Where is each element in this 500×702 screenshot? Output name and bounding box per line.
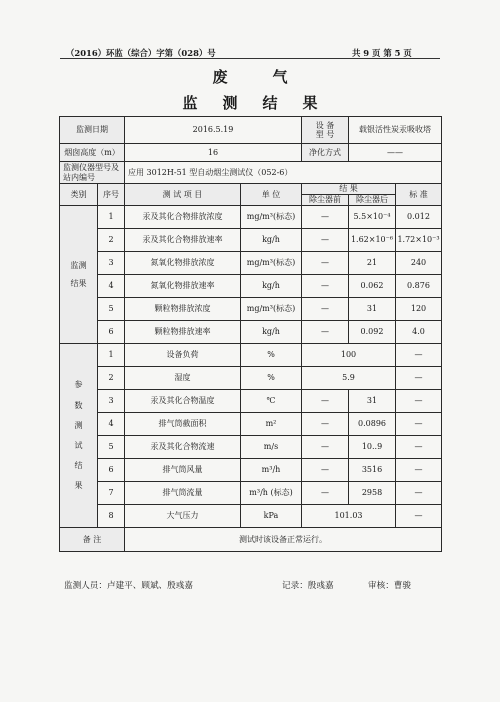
doc-number: （2016）环监（综合）字第（028）号: [66, 48, 216, 58]
table-cell: kg/h: [241, 229, 302, 252]
remarks-text: 测试时该设备正常运行。: [125, 528, 442, 552]
table-cell: 5: [98, 298, 125, 321]
table-cell: 120: [396, 298, 442, 321]
purify-value: ——: [349, 144, 442, 162]
table-cell: 1.72×10⁻³: [396, 229, 442, 252]
table-cell: —: [396, 344, 442, 367]
table-cell: 设备负荷: [125, 344, 241, 367]
table-cell: 排气筒风量: [125, 459, 241, 482]
title-char: 结: [262, 94, 278, 112]
table-cell: 6: [98, 321, 125, 344]
table-cell: 0.876: [396, 275, 442, 298]
table-cell: m/s: [241, 436, 302, 459]
title-char: 气: [272, 68, 288, 86]
title-char: 监: [182, 94, 198, 112]
table-cell: —: [302, 482, 349, 505]
col-item: 测 试 项 目: [125, 184, 241, 206]
group2-label-char: 试: [74, 441, 83, 450]
table-cell: 100: [302, 344, 396, 367]
table-cell: 颗粒物排放浓度: [125, 298, 241, 321]
equipment-value: 载银活性炭汞吸收塔: [349, 117, 442, 144]
chimney-height-label: 烟囱高度（m）: [60, 144, 125, 162]
col-before: 除尘器前: [302, 195, 349, 206]
table-cell: 汞及其化合物排放速率: [125, 229, 241, 252]
group2-label-char: 结: [74, 461, 83, 471]
table-cell: 2958: [349, 482, 396, 505]
group2-label-char: 果: [74, 481, 83, 491]
table-cell: 1: [98, 206, 125, 229]
title-line-1: [0, 66, 500, 87]
table-cell: —: [396, 367, 442, 390]
table-cell: ℃: [241, 390, 302, 413]
table-cell: 氮氧化物排放浓度: [125, 252, 241, 275]
chimney-height-value: 16: [125, 144, 302, 162]
table-cell: mg/m³(标态): [241, 298, 302, 321]
table-cell: 排气筒截面积: [125, 413, 241, 436]
equipment-label: [302, 117, 349, 144]
table-cell: 10..9: [349, 436, 396, 459]
table-cell: m³/h (标态): [241, 482, 302, 505]
table-cell: —: [396, 390, 442, 413]
table-cell: 8: [98, 505, 125, 528]
table-cell: —: [302, 298, 349, 321]
title-char: 果: [302, 94, 318, 112]
table-cell: —: [302, 275, 349, 298]
table-cell: 4: [98, 275, 125, 298]
title-line-2: [0, 92, 500, 113]
instrument-label: 监测仪器型号及站内编号: [60, 162, 125, 184]
remarks-label: 备 注: [60, 528, 125, 552]
table-cell: 4.0: [396, 321, 442, 344]
table-cell: 颗粒物排放速率: [125, 321, 241, 344]
table-cell: 31: [349, 390, 396, 413]
reviewer-signature: 审核：曹骏: [368, 581, 411, 591]
results-table: [59, 116, 442, 552]
table-cell: —: [396, 459, 442, 482]
table-cell: —: [302, 321, 349, 344]
col-result: 结 果: [302, 184, 396, 195]
header-rule: [60, 58, 440, 59]
table-cell: m³/h: [241, 459, 302, 482]
table-cell: 1: [98, 344, 125, 367]
instrument-value: 应用 3012H-51 型自动烟尘测试仪（052-6）: [125, 162, 442, 184]
group1-label-1: 监测: [70, 260, 87, 270]
table-cell: 7: [98, 482, 125, 505]
table-cell: 5.9: [302, 367, 396, 390]
table-cell: mg/m³(标态): [241, 252, 302, 275]
table-cell: —: [302, 436, 349, 459]
table-cell: 3: [98, 252, 125, 275]
equipment-label-1: 设 备: [315, 120, 335, 130]
table-cell: 5.5×10⁻⁴: [349, 206, 396, 229]
table-cell: 排气筒流量: [125, 482, 241, 505]
date-value: 2016.5.19: [125, 117, 302, 144]
table-cell: 31: [349, 298, 396, 321]
table-cell: kPa: [241, 505, 302, 528]
table-cell: 汞及其化合物流速: [125, 436, 241, 459]
table-cell: m²: [241, 413, 302, 436]
table-cell: 0.092: [349, 321, 396, 344]
table-cell: —: [302, 206, 349, 229]
group2-label: [60, 344, 98, 528]
table-cell: 0.012: [396, 206, 442, 229]
table-cell: 汞及其化合物温度: [125, 390, 241, 413]
purify-label: 净化方式: [302, 144, 349, 162]
table-cell: 汞及其化合物排放浓度: [125, 206, 241, 229]
group1-label: [60, 206, 98, 344]
table-cell: 2: [98, 229, 125, 252]
table-cell: 240: [396, 252, 442, 275]
table-cell: 101.03: [302, 505, 396, 528]
table-cell: mg/m³(标态): [241, 206, 302, 229]
col-no: 序号: [98, 184, 125, 206]
group2-label-char: 数: [74, 400, 83, 410]
col-after: 除尘器后: [349, 195, 396, 206]
table-cell: 3: [98, 390, 125, 413]
col-standard: 标 准: [396, 184, 442, 206]
table-cell: 氮氧化物排放速率: [125, 275, 241, 298]
page-count: 共 9 页 第 5 页: [352, 48, 412, 58]
group2-label-char: 测: [74, 420, 83, 430]
table-cell: 21: [349, 252, 396, 275]
table-cell: kg/h: [241, 275, 302, 298]
table-cell: —: [302, 390, 349, 413]
table-cell: 湿度: [125, 367, 241, 390]
table-cell: 0.062: [349, 275, 396, 298]
table-cell: 4: [98, 413, 125, 436]
col-unit: 单 位: [241, 184, 302, 206]
group2-label-char: 参: [74, 380, 83, 390]
table-cell: 3516: [349, 459, 396, 482]
table-cell: —: [396, 413, 442, 436]
title-char: 废: [212, 68, 228, 86]
table-cell: %: [241, 367, 302, 390]
table-cell: 0.0896: [349, 413, 396, 436]
col-category: 类别: [60, 184, 98, 206]
table-cell: —: [302, 413, 349, 436]
table-cell: —: [302, 229, 349, 252]
table-cell: 大气压力: [125, 505, 241, 528]
staff-signature: 监测人员：卢建平、顾斌、殷彧嘉: [64, 581, 193, 591]
table-cell: 2: [98, 367, 125, 390]
date-label: 监测日期: [60, 117, 125, 144]
table-cell: —: [302, 252, 349, 275]
table-cell: 6: [98, 459, 125, 482]
table-cell: 5: [98, 436, 125, 459]
table-cell: —: [396, 505, 442, 528]
table-cell: %: [241, 344, 302, 367]
recorder-signature: 记录：殷彧嘉: [282, 581, 334, 591]
table-cell: —: [396, 436, 442, 459]
table-cell: kg/h: [241, 321, 302, 344]
group1-label-2: 结果: [70, 279, 87, 289]
table-cell: —: [302, 459, 349, 482]
equipment-label-2: 型 号: [315, 130, 335, 139]
table-cell: 1.62×10⁻⁶: [349, 229, 396, 252]
table-cell: —: [396, 482, 442, 505]
title-char: 测: [222, 94, 238, 112]
